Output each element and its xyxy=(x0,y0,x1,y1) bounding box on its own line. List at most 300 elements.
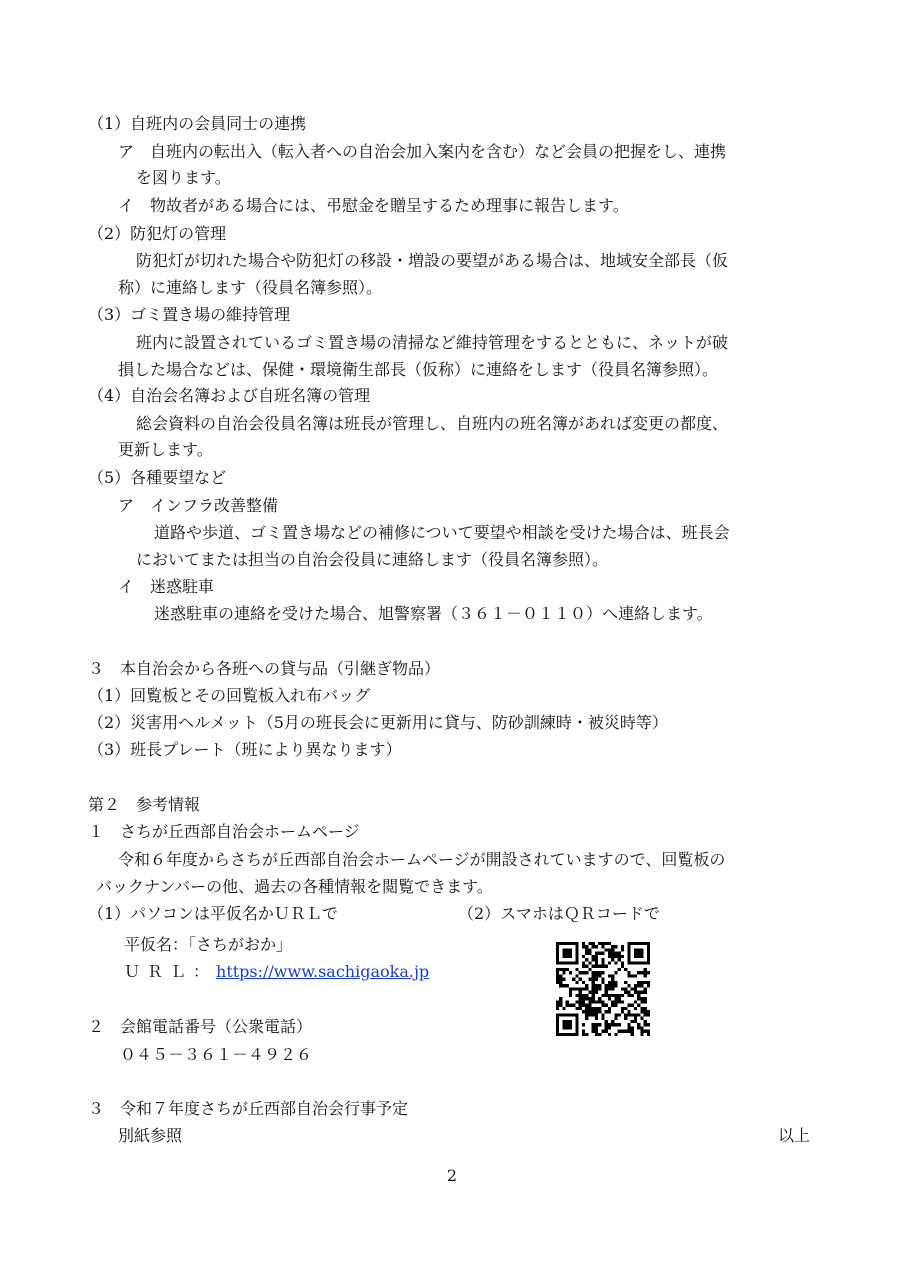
qr-module xyxy=(595,974,598,977)
qr-module xyxy=(627,1004,630,1007)
qr-module xyxy=(627,948,630,951)
qr-module xyxy=(601,1000,604,1003)
qr-module xyxy=(640,991,643,994)
qr-module xyxy=(575,1000,578,1003)
qr-module xyxy=(631,961,634,964)
qr-module xyxy=(627,1023,630,1026)
qr-module xyxy=(556,961,559,964)
qr-module xyxy=(575,958,578,961)
qr-module xyxy=(585,994,588,997)
qr-code-graphic xyxy=(556,942,650,1036)
qr-module xyxy=(556,981,559,984)
qr-module xyxy=(611,1000,614,1003)
qr-module xyxy=(585,948,588,951)
qr-module xyxy=(634,1000,637,1003)
qr-module xyxy=(618,952,621,955)
qr-module xyxy=(595,1010,598,1013)
qr-module xyxy=(627,1030,630,1033)
qr-module xyxy=(569,948,572,951)
qr-module xyxy=(647,1023,650,1026)
qr-module xyxy=(569,952,572,955)
qr-module xyxy=(631,1026,634,1029)
qr-module xyxy=(595,984,598,987)
qr-module xyxy=(556,974,559,977)
qr-module xyxy=(562,942,565,945)
qr-module xyxy=(588,961,591,964)
qr-module xyxy=(575,994,578,997)
qr-module xyxy=(598,965,601,968)
qr-module xyxy=(647,948,650,951)
qr-module xyxy=(579,987,582,990)
qr-module xyxy=(637,1004,640,1007)
qr-module xyxy=(611,1004,614,1007)
qr-module xyxy=(556,952,559,955)
qr-module xyxy=(556,1023,559,1026)
qr-module xyxy=(579,1000,582,1003)
qr-module xyxy=(618,1000,621,1003)
qr-module xyxy=(559,978,562,981)
qr-module xyxy=(644,991,647,994)
qr-module xyxy=(579,1004,582,1007)
heading-garbage: （3）ゴミ置き場の維持管理 xyxy=(88,305,291,324)
qr-module xyxy=(559,942,562,945)
qr-module xyxy=(595,952,598,955)
qr-module xyxy=(614,961,617,964)
qr-module xyxy=(618,1013,621,1016)
qr-module xyxy=(562,1013,565,1016)
qr-module xyxy=(611,952,614,955)
qr-module xyxy=(601,971,604,974)
qr-module xyxy=(566,984,569,987)
qr-module xyxy=(647,958,650,961)
qr-module xyxy=(605,1010,608,1013)
qr-module xyxy=(637,981,640,984)
qr-module xyxy=(605,1023,608,1026)
qr-module xyxy=(556,948,559,951)
qr-module xyxy=(624,991,627,994)
qr-module xyxy=(575,1023,578,1026)
qr-module xyxy=(631,994,634,997)
url-label: ＵＲＬ： xyxy=(124,962,217,981)
qr-module xyxy=(575,945,578,948)
qr-module xyxy=(631,1020,634,1023)
garbage-line2: 損した場合などは、保健・環境衛生部長（仮称）に連絡をします（役員名簿参照）。 xyxy=(118,360,719,379)
qr-module xyxy=(637,948,640,951)
qr-module xyxy=(611,955,614,958)
qr-module xyxy=(562,1023,565,1026)
qr-module xyxy=(575,952,578,955)
heading-member-cooperation: （1）自班内の会員同士の連携 xyxy=(88,114,307,133)
qr-module xyxy=(605,1004,608,1007)
qr-module xyxy=(637,952,640,955)
qr-module xyxy=(559,961,562,964)
qr-module xyxy=(627,984,630,987)
qr-module xyxy=(634,1007,637,1010)
qr-module xyxy=(582,965,585,968)
qr-module xyxy=(585,1013,588,1016)
qr-module xyxy=(592,1013,595,1016)
qr-module xyxy=(556,942,559,945)
qr-module xyxy=(575,1007,578,1010)
qr-module xyxy=(572,1033,575,1036)
garbage-line1: 班内に設置されているゴミ置き場の清掃など維持管理をするとともに、ネットが破 xyxy=(136,333,729,352)
qr-module xyxy=(592,942,595,945)
qr-module xyxy=(562,971,565,974)
qr-module xyxy=(601,1004,604,1007)
loan-item-1: （1）回覧板とその回覧板入れ布バッグ xyxy=(88,686,371,705)
qr-module xyxy=(556,1000,559,1003)
qr-module xyxy=(647,1013,650,1016)
qr-module xyxy=(631,1013,634,1016)
qr-module xyxy=(556,1030,559,1033)
item-a-line2: を図ります。 xyxy=(136,168,231,187)
qr-module xyxy=(598,1033,601,1036)
qr-module xyxy=(621,961,624,964)
qr-module xyxy=(598,971,601,974)
qr-module xyxy=(588,942,591,945)
qr-module xyxy=(575,968,578,971)
qr-module xyxy=(608,1007,611,1010)
qr-module xyxy=(592,955,595,958)
qr-module xyxy=(644,968,647,971)
qr-module xyxy=(569,1023,572,1026)
qr-module xyxy=(614,997,617,1000)
qr-module xyxy=(644,942,647,945)
qr-module xyxy=(605,987,608,990)
qr-module xyxy=(575,1030,578,1033)
qr-module xyxy=(575,955,578,958)
qr-module xyxy=(559,974,562,977)
qr-module xyxy=(611,994,614,997)
homepage-url-link[interactable]: https://www.sachigaoka.jp xyxy=(216,962,430,981)
qr-module xyxy=(559,1013,562,1016)
qr-module xyxy=(556,1004,559,1007)
qr-module xyxy=(575,981,578,984)
qr-module xyxy=(562,968,565,971)
qr-module xyxy=(595,1013,598,1016)
qr-module xyxy=(562,984,565,987)
qr-module xyxy=(598,987,601,990)
qr-module xyxy=(634,961,637,964)
qr-module xyxy=(608,1010,611,1013)
qr-module xyxy=(592,987,595,990)
qr-module xyxy=(595,945,598,948)
qr-module xyxy=(569,1033,572,1036)
qr-module xyxy=(585,1010,588,1013)
qr-module xyxy=(582,997,585,1000)
qr-module xyxy=(614,1033,617,1036)
qr-module xyxy=(582,981,585,984)
qr-module xyxy=(559,1000,562,1003)
qr-module xyxy=(562,1026,565,1029)
qr-module xyxy=(614,994,617,997)
qr-module xyxy=(634,955,637,958)
qr-module xyxy=(598,1007,601,1010)
qr-module xyxy=(598,974,601,977)
qr-module xyxy=(647,942,650,945)
qr-module xyxy=(582,1004,585,1007)
qr-module xyxy=(640,1026,643,1029)
qr-module xyxy=(608,961,611,964)
parking-heading: イ 迷惑駐車 xyxy=(118,577,215,596)
qr-module xyxy=(605,1026,608,1029)
qr-module xyxy=(640,952,643,955)
qr-module xyxy=(621,948,624,951)
qr-module xyxy=(644,961,647,964)
qr-module xyxy=(582,1023,585,1026)
qr-module xyxy=(614,1000,617,1003)
qr-module xyxy=(585,952,588,955)
qr-module xyxy=(634,987,637,990)
qr-module xyxy=(640,955,643,958)
heading-loan-items: ３ 本自治会から各班への貸与品（引継ぎ物品） xyxy=(88,659,441,678)
qr-module xyxy=(588,1004,591,1007)
qr-module xyxy=(640,948,643,951)
qr-module xyxy=(585,987,588,990)
qr-module xyxy=(556,958,559,961)
qr-module xyxy=(569,955,572,958)
qr-module xyxy=(624,1030,627,1033)
qr-module xyxy=(647,955,650,958)
qr-module xyxy=(644,1013,647,1016)
qr-module xyxy=(644,1010,647,1013)
qr-module xyxy=(637,984,640,987)
qr-module xyxy=(608,955,611,958)
qr-module xyxy=(598,1000,601,1003)
qr-module xyxy=(575,987,578,990)
qr-module xyxy=(579,997,582,1000)
qr-module xyxy=(588,1010,591,1013)
qr-module xyxy=(614,952,617,955)
qr-module xyxy=(601,952,604,955)
qr-module xyxy=(588,968,591,971)
qr-module xyxy=(595,1030,598,1033)
qr-module xyxy=(585,1017,588,1020)
qr-module xyxy=(569,942,572,945)
qr-module xyxy=(627,945,630,948)
qr-module xyxy=(585,965,588,968)
qr-module xyxy=(640,1017,643,1020)
qr-module xyxy=(592,991,595,994)
qr-module xyxy=(598,984,601,987)
qr-module xyxy=(556,1033,559,1036)
hiragana-row xyxy=(124,935,292,955)
heading-reference-info: 第２ 参考情報 xyxy=(88,795,201,814)
qr-module xyxy=(562,1020,565,1023)
qr-module xyxy=(595,987,598,990)
qr-module xyxy=(592,965,595,968)
qr-module xyxy=(640,971,643,974)
infra-line1: 道路や歩道、ゴミ置き場などの補修について要望や相談を受けた場合は、班長会 xyxy=(154,523,730,542)
qr-module xyxy=(585,984,588,987)
qr-module xyxy=(592,981,595,984)
qr-module xyxy=(556,1020,559,1023)
qr-module xyxy=(556,945,559,948)
qr-module xyxy=(559,1004,562,1007)
qr-module xyxy=(582,942,585,945)
qr-module xyxy=(595,961,598,964)
qr-module xyxy=(611,958,614,961)
qr-module xyxy=(618,955,621,958)
qr-module xyxy=(640,984,643,987)
qr-module xyxy=(640,942,643,945)
qr-module xyxy=(585,958,588,961)
qr-module xyxy=(647,971,650,974)
qr-module xyxy=(579,971,582,974)
qr-module xyxy=(592,984,595,987)
hiragana-label: 平仮名： xyxy=(124,935,189,954)
qr-module xyxy=(647,952,650,955)
qr-module xyxy=(637,1013,640,1016)
qr-module xyxy=(582,955,585,958)
qr-module xyxy=(598,952,601,955)
qr-module xyxy=(605,1030,608,1033)
qr-module xyxy=(634,942,637,945)
qr-module xyxy=(605,994,608,997)
qr-module xyxy=(556,1007,559,1010)
page-number: 2 xyxy=(446,1166,458,1185)
qr-module xyxy=(582,1010,585,1013)
qr-module xyxy=(566,1033,569,1036)
qr-module xyxy=(608,1026,611,1029)
qr-module xyxy=(566,1004,569,1007)
roster-line2: 更新します。 xyxy=(118,440,213,459)
qr-module xyxy=(559,984,562,987)
qr-module xyxy=(644,981,647,984)
qr-module xyxy=(566,968,569,971)
qr-module xyxy=(566,942,569,945)
qr-module xyxy=(608,987,611,990)
qr-module xyxy=(608,942,611,945)
qr-module xyxy=(592,1030,595,1033)
qr-module xyxy=(569,1004,572,1007)
qr-module xyxy=(598,1010,601,1013)
qr-module xyxy=(644,1020,647,1023)
qr-module xyxy=(611,945,614,948)
qr-module xyxy=(569,971,572,974)
qr-module xyxy=(566,952,569,955)
qr-module xyxy=(627,971,630,974)
qr-module xyxy=(614,1013,617,1016)
qr-module xyxy=(601,942,604,945)
qr-module xyxy=(588,952,591,955)
qr-module xyxy=(640,1000,643,1003)
phone-heading: ２ 会館電話番号（公衆電話） xyxy=(88,1017,313,1036)
qr-module xyxy=(618,958,621,961)
qr-module xyxy=(634,991,637,994)
qr-module xyxy=(611,1023,614,1026)
events-reference: 別紙参照 xyxy=(118,1126,183,1145)
qr-module xyxy=(618,1030,621,1033)
qr-module xyxy=(621,987,624,990)
qr-module xyxy=(601,958,604,961)
qr-module xyxy=(614,984,617,987)
qr-module xyxy=(572,942,575,945)
qr-module xyxy=(611,974,614,977)
qr-module xyxy=(611,978,614,981)
qr-module xyxy=(569,991,572,994)
heading-roster: （4）自治会名簿および自班名簿の管理 xyxy=(88,386,371,405)
qr-module xyxy=(592,1007,595,1010)
qr-module xyxy=(634,1013,637,1016)
qr-module xyxy=(579,1007,582,1010)
qr-module xyxy=(566,1020,569,1023)
qr-module xyxy=(556,1026,559,1029)
streetlight-line1: 防犯灯が切れた場合や防犯灯の移設・増設の要望がある場合は、地域安全部長（仮 xyxy=(136,251,729,270)
qr-module xyxy=(575,948,578,951)
qr-module xyxy=(634,984,637,987)
qr-module xyxy=(592,958,595,961)
qr-module xyxy=(582,1030,585,1033)
qr-module xyxy=(608,948,611,951)
qr-module xyxy=(644,987,647,990)
qr-module xyxy=(627,1013,630,1016)
qr-module xyxy=(631,1030,634,1033)
qr-module xyxy=(562,952,565,955)
qr-module xyxy=(647,961,650,964)
qr-module xyxy=(575,1020,578,1023)
qr-module xyxy=(634,974,637,977)
qr-module xyxy=(614,945,617,948)
qr-module xyxy=(556,968,559,971)
qr-module xyxy=(556,978,559,981)
qr-module xyxy=(631,987,634,990)
loan-item-3: （3）班長プレート（班により異なります） xyxy=(88,740,402,759)
qr-module xyxy=(644,997,647,1000)
qr-code xyxy=(556,942,650,1036)
qr-module xyxy=(614,971,617,974)
qr-module xyxy=(608,1023,611,1026)
qr-module xyxy=(582,945,585,948)
qr-module xyxy=(598,997,601,1000)
roster-line1: 総会資料の自治会役員名簿は班長が管理し、自班内の班名簿があれば変更の都度、 xyxy=(136,414,729,433)
qr-module xyxy=(624,1017,627,1020)
qr-module xyxy=(637,942,640,945)
qr-module xyxy=(605,942,608,945)
qr-module xyxy=(640,961,643,964)
qr-module xyxy=(579,994,582,997)
qr-module xyxy=(579,978,582,981)
qr-module xyxy=(644,1023,647,1026)
qr-module xyxy=(562,948,565,951)
qr-module xyxy=(556,1013,559,1016)
qr-module xyxy=(627,974,630,977)
qr-module xyxy=(588,1013,591,1016)
qr-module xyxy=(627,994,630,997)
smartphone-access-label: （2）スマホはＱＲコードで xyxy=(458,904,660,923)
qr-module xyxy=(614,1023,617,1026)
qr-module xyxy=(592,1026,595,1029)
qr-module xyxy=(582,961,585,964)
item-a-line1: ア 自班内の転出入（転入者への自治会加入案内を含む）など会員の把握をし、連携 xyxy=(118,142,727,161)
qr-module xyxy=(618,994,621,997)
qr-module xyxy=(592,997,595,1000)
qr-module xyxy=(608,1033,611,1036)
qr-module xyxy=(621,1010,624,1013)
qr-module xyxy=(637,994,640,997)
qr-module xyxy=(614,955,617,958)
qr-module xyxy=(595,1017,598,1020)
qr-module xyxy=(644,1030,647,1033)
qr-module xyxy=(598,1023,601,1026)
qr-module xyxy=(611,1020,614,1023)
qr-module xyxy=(640,997,643,1000)
qr-module xyxy=(605,1020,608,1023)
qr-module xyxy=(572,1004,575,1007)
qr-module xyxy=(569,961,572,964)
homepage-line2: バックナンバーの他、過去の各種情報を閲覧できます。 xyxy=(96,877,493,896)
qr-module xyxy=(595,958,598,961)
